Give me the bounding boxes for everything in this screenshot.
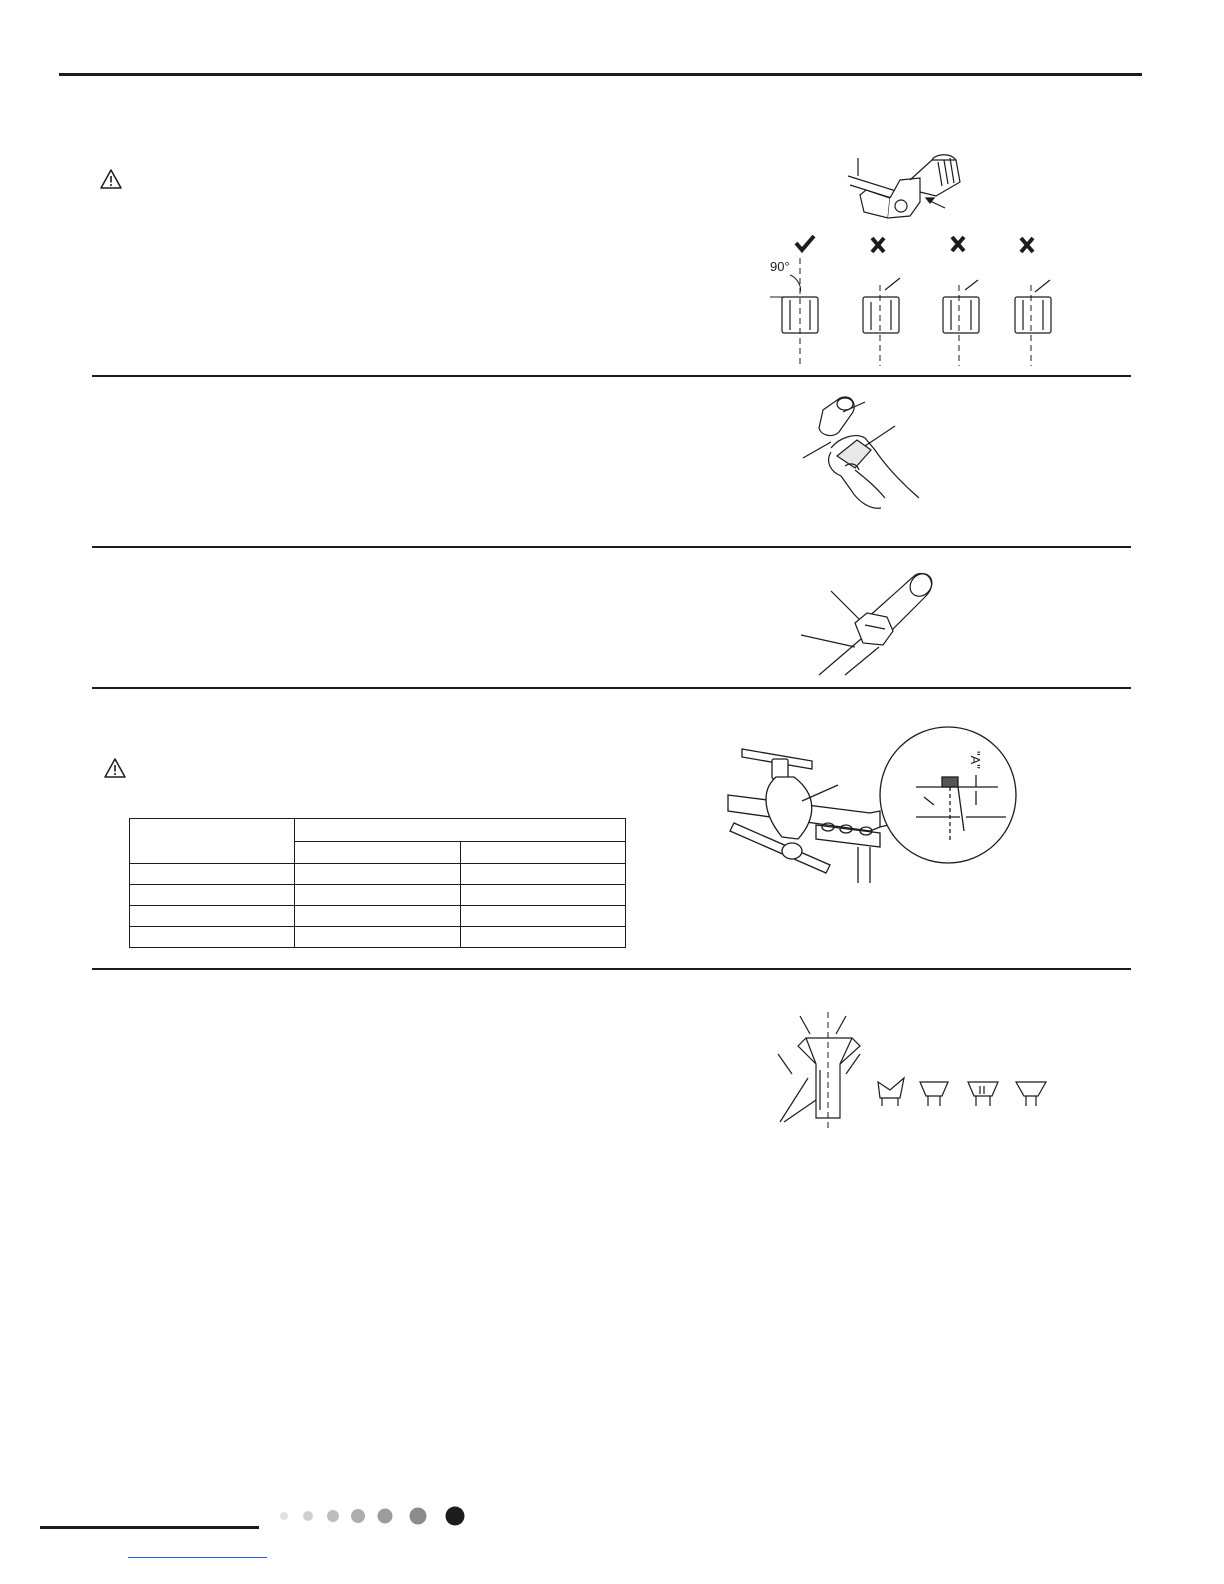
header-rule: [59, 73, 1142, 76]
table-cell: [295, 885, 461, 906]
warning-icon: [100, 169, 122, 189]
table-cell: [130, 864, 295, 885]
table-header-cell: [295, 819, 626, 842]
deburring-hand-figure: [795, 390, 935, 520]
table-header-cell: [461, 841, 626, 864]
table-cell: [130, 927, 295, 948]
table-cell: [130, 885, 295, 906]
table-cell: [130, 906, 295, 927]
dimension-label: "A": [968, 751, 983, 769]
table-row: [130, 819, 626, 842]
table-row: [130, 927, 626, 948]
table-cell: [461, 885, 626, 906]
table-cell: [295, 864, 461, 885]
flare-inspection-figure: [770, 1010, 1060, 1130]
table-cell: [295, 927, 461, 948]
page-dot: [303, 1511, 313, 1521]
table-row: [130, 864, 626, 885]
table-cell: [461, 906, 626, 927]
page-dot: [410, 1508, 427, 1525]
page-dot: [351, 1509, 365, 1523]
table-cell: [295, 906, 461, 927]
table-cell: [461, 864, 626, 885]
page-dot: [327, 1510, 339, 1522]
table-cell: [461, 927, 626, 948]
section-divider: [92, 968, 1131, 970]
table-row: [130, 885, 626, 906]
page-dot: [280, 1512, 288, 1520]
pipe-cutter-figure: [760, 140, 1080, 370]
section-divider: [92, 375, 1131, 377]
table-row: [130, 906, 626, 927]
section-divider: [92, 546, 1131, 548]
pagination-dots: [278, 1504, 478, 1528]
warning-icon: [104, 758, 126, 778]
footer-link-underline[interactable]: [128, 1557, 267, 1558]
page-dot: [378, 1509, 393, 1524]
footer-rule: [40, 1526, 259, 1529]
section-divider: [92, 687, 1131, 689]
table-header-cell: [295, 841, 461, 864]
flare-nut-figure: [795, 565, 955, 680]
page-dot-active: [446, 1507, 465, 1526]
table-header-cell: [130, 819, 295, 864]
flaring-tool-figure: [720, 715, 1030, 890]
flare-dimension-table: [129, 818, 626, 948]
angle-label: 90°: [770, 259, 790, 274]
